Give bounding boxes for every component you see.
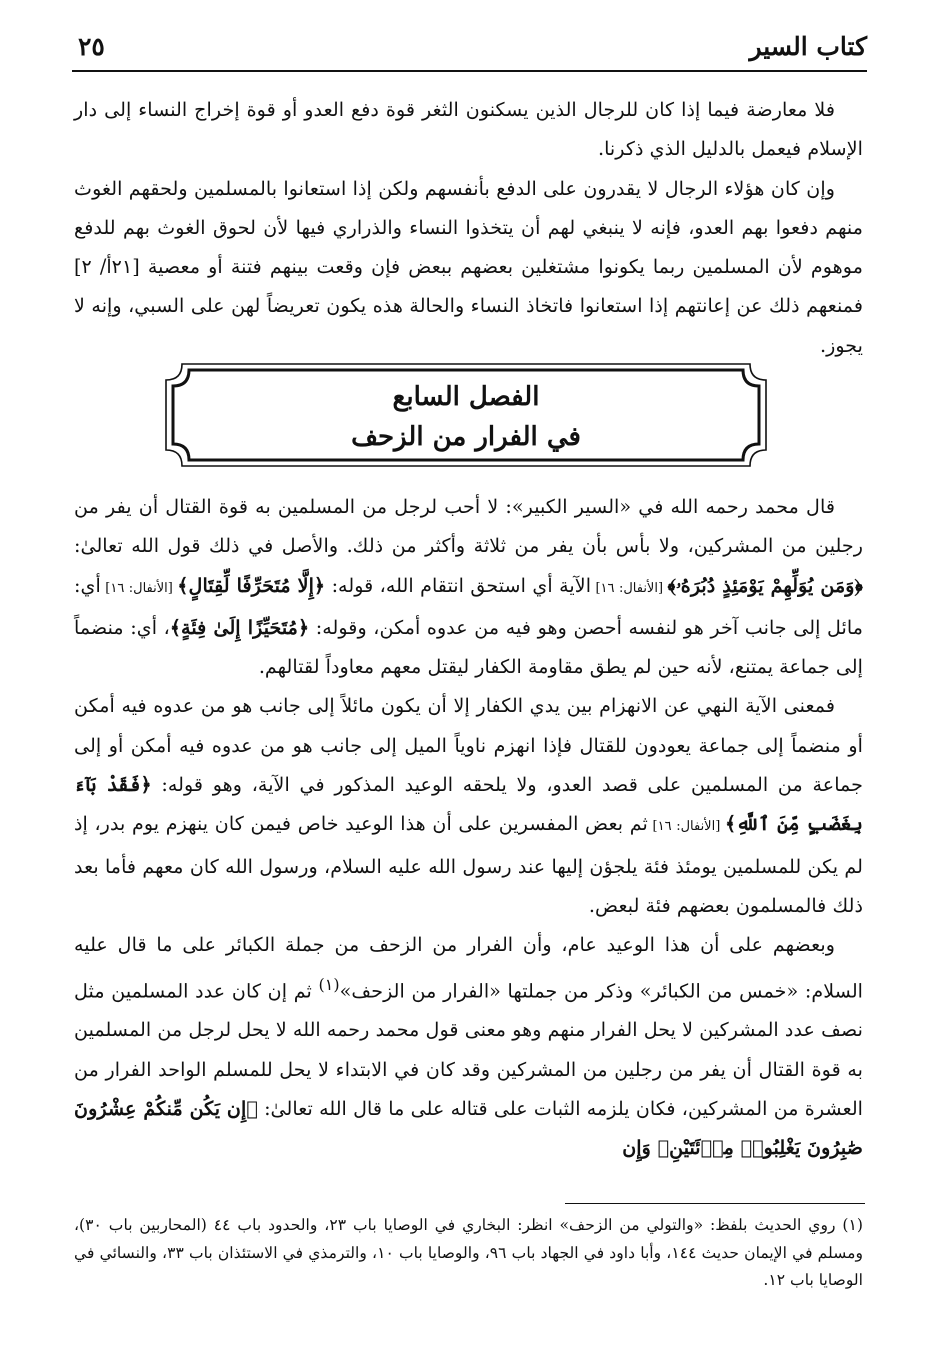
verse-reference: [الأنفال: ١٦]	[591, 580, 668, 596]
chapter-subtitle: في الفرار من الزحف	[351, 422, 581, 452]
text-block-top	[74, 90, 863, 365]
ornamental-frame	[160, 358, 772, 472]
footnote-1	[74, 1212, 863, 1295]
paragraph-4	[74, 686, 863, 925]
quran-verse: ﴿إِلَّا مُتَحَرِّفًا لِّقِتَالٍ﴾	[177, 573, 326, 597]
quran-verse: ﴿مُتَحَيِّزًا إِلَىٰ فِئَةٍ﴾	[169, 615, 310, 639]
paragraph-5	[74, 925, 863, 1167]
quran-verse: ﴿إِن يَكُن مِّنكُمْ عِشْرُونَ صَٰبِرُونَ يَغْلِبُوا۟ مِا۟ئَتَيْنِ﴾ وَإِن	[74, 1096, 863, 1160]
header-title: كتاب السير	[749, 32, 867, 61]
footnote-ref[interactable]: (١)	[318, 974, 340, 994]
verse-reference: [الأنفال: ١٦]	[100, 580, 178, 596]
footnotes	[74, 1212, 863, 1295]
text-run: أي: مائل إلى جانب آخر هو لنفسه أحصن وهو فيه من عدوه أمكن، وقوله:	[74, 573, 863, 639]
paragraph-3	[74, 487, 863, 686]
footnote-divider	[565, 1203, 865, 1204]
chapter-frame	[160, 358, 772, 472]
text-run: ثم بعض المفسرين على أن هذا الوعيد خاص فيمن كان ينهزم يوم بدر، إذ لم يكن للمسلمين يومئذ فئة يلجؤن إليها عند رسول الله عليه السلام، ورسول الله كان معهم فأما بعد ذلك فالمسلمون بعضهم فئة لبعض.	[74, 812, 863, 917]
text-run: قال محمد رحمه الله في «السير الكبير»: لا أحب لرجل من المسلمين به قوة القتال أن يفر من رجلين من المشركين، ولا بأس بأن يفر من ثلاثة وأكثر من ذلك. والأصل في ذلك قول الله تعالىٰ:	[74, 495, 864, 558]
chapter-title: الفصل السابع	[392, 382, 540, 412]
page-number: ٢٥	[78, 32, 105, 61]
quran-verse: ﴿فَقَدْ بَآءَ بِغَضَبٍ مِّنَ ٱللَّهِ﴾	[74, 773, 863, 836]
running-header	[72, 30, 867, 72]
text-block-main	[74, 487, 863, 1167]
paragraph-1: فلا معارضة فيما إذا كان للرجال الذين يسكنون الثغر قوة دفع العدو أو قوة إخراج النساء إلى دار الإسلام فيعمل بالدليل الذي ذكرنا.	[74, 98, 863, 161]
quran-verse: ﴿وَمَن يُوَلِّهِمْ يَوْمَئِذٍ دُبُرَهُۥ﴾	[667, 573, 863, 597]
text-run: فمعنى الآية النهي عن الانهزام بين يدي الكفار إلا أن يكون مائلاً إلى جانب هو من عدوه فيه أمكن أو منضماً إلى جماعة يعودون للقتال فإذا انهزم ناوياً الميل إلى جانب هو من عدوه فيه أمكن أو إلى جماعة من المسلمين على قصد العدو، ولا يلحقه الوعيد المذكور في الآية، وهو قوله:	[74, 694, 864, 797]
text-run: ، أي: منضماً إلى جماعة يمتنع، لأنه حين لم يطق مقاومة الكفار ليقتل معهم معاوداً لقتالهم.	[74, 615, 863, 679]
text-run: ثم إن كان عدد المسلمين مثل نصف عدد المشركين لا يحل الفرار منهم وهو معنى قول محمد رحمه الله لا يحل لرجل من المسلمين به قوة القتال أن يفر من رجلين من المشركين وقد كان في الابتداء لا يحل للمسلم الواحد الفرار من العشرة من المشركين، فكان يلزمه الثبات على قتاله على ما قال الله تعالىٰ:	[74, 978, 863, 1120]
paragraph-2: وإن كان هؤلاء الرجال لا يقدرون على الدفع بأنفسهم ولكن إذا استعانوا بالمسلمين ولحقهم الغوث منهم دفعوا بهم العدو، فإنه لا ينبغي لهم أن يتخذوا النساء والذراري فيها لأن لحوق الغوث بهم للدفع موهوم لأن المسلمين ربما يكونوا مشتغلين بعضهم ببعض فإن وقعت بينهم فتنة أو معصية [٢١أ/ ٢] فمنعهم ذلك عن إعانتهم إذا استعانوا فاتخاذ النساء والحالة هذه يكون تعريضاً لهن على السبي، وإنه لا يجوز.	[74, 176, 863, 357]
verse-reference: [الأنفال: ١٦]	[647, 819, 725, 835]
footnote-marker: (١)	[842, 1216, 863, 1234]
text-run: وبعضهم على أن هذا الوعيد عام، وأن الفرار من الزحف من جملة الكبائر على ما قال عليه السلام: «خمس من الكبائر» وذكر من جملتها «الفرار من الزحف»	[74, 933, 863, 1002]
text-run: الآية أي استحق انتقام الله، قوله:	[325, 573, 592, 597]
footnote-text: روي الحديث بلفظ: «والتولي من الزحف» انظر: البخاري في الوصايا باب ٢٣، والحدود باب ٤٤ (المحاربين باب ٣٠)، ومسلم في الإيمان حديث ١٤٤، وأبا داود في الجهاد باب ٩٦، والوصايا باب ١٠، والترمذي في الاستئذان باب ٣٣، والنسائي في الوصايا باب ١٢.	[74, 1216, 864, 1289]
